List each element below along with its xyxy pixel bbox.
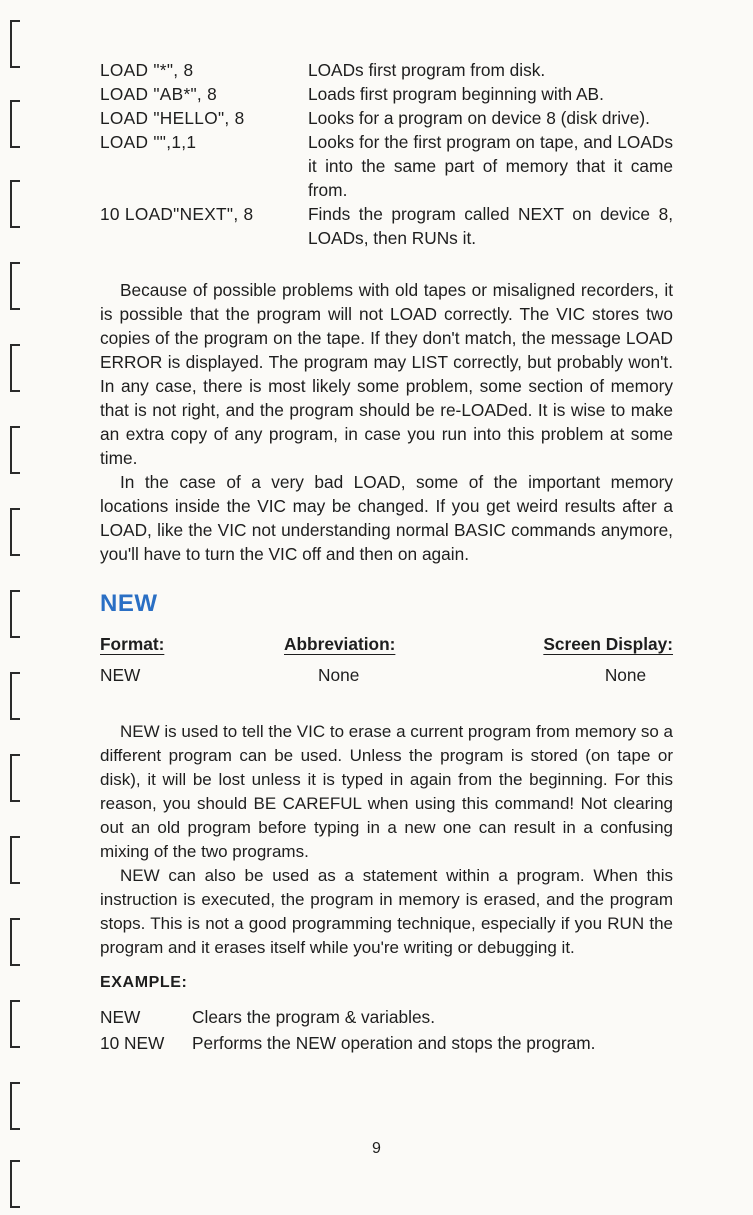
ring-binding: [0, 0, 40, 1215]
section-title-new: NEW: [100, 590, 158, 617]
load-examples-table: [100, 58, 673, 250]
load-example-description: Looks for the first program on tape, and LOADs it into the same part of memory that it came from.: [308, 132, 673, 200]
new-paragraph: NEW is used to tell the VIC to erase a current program from memory so a different program can be used. Unless the program is stored (on tape or disk), it will be lost unless it is typed in again from the beginning. For this reason, you should BE CAREFUL when using this command! Not clearing out an old program before typing in a new one can result in a confusing mixing of the two programs.: [100, 722, 673, 861]
new-example-row: [100, 1030, 673, 1056]
load-example-description: Loads first program beginning with AB.: [308, 84, 604, 104]
abbreviation-value: None: [318, 665, 360, 685]
load-example-description: LOADs first program from disk.: [308, 60, 546, 80]
format-value: NEW: [100, 665, 141, 685]
load-example-command: LOAD "",1,1: [100, 132, 197, 152]
new-example-command: 10 NEW: [100, 1033, 165, 1053]
load-example-row: [100, 106, 673, 130]
new-example-row: [100, 1004, 673, 1030]
page-content: [100, 58, 673, 1056]
new-example-command: NEW: [100, 1007, 141, 1027]
new-examples: [100, 1004, 673, 1056]
load-example-command: LOAD "HELLO", 8: [100, 108, 245, 128]
load-paragraph: In the case of a very bad LOAD, some of the important memory locations inside the VIC may be changed. If you get weird results after a LOAD, like the VIC not understanding normal BASIC commands anymore, you'll have to turn the VIC off and then on again.: [100, 472, 673, 564]
load-example-row: [100, 82, 673, 106]
screen-display-label: Screen Display:: [543, 634, 673, 654]
load-example-row: [100, 58, 673, 82]
format-value-row: [100, 665, 673, 686]
screen-display-value: None: [604, 665, 647, 685]
format-label: Format:: [100, 634, 165, 654]
load-example-row: [100, 130, 673, 202]
new-example-description: Performs the NEW operation and stops the program.: [192, 1033, 596, 1053]
format-header-row: [100, 634, 673, 655]
load-example-command: LOAD "AB*", 8: [100, 84, 218, 104]
abbreviation-label: Abbreviation:: [284, 634, 396, 654]
load-example-description: Looks for a program on device 8 (disk drive).: [308, 108, 650, 128]
load-example-description: Finds the program called NEXT on device 8, LOADs, then RUNs it.: [308, 204, 673, 248]
load-paragraph: Because of possible problems with old tapes or misaligned recorders, it is possible that the program will not LOAD correctly. The VIC stores two copies of the program on the tape. If they don't match, the message LOAD ERROR is displayed. The program may LIST correctly, but probably won't. In any case, there is most likely some problem, some section of memory that is not right, and the program should be re-LOADed. It is wise to make an extra copy of any program, in case you run into this problem at some time.: [100, 280, 673, 468]
example-heading: EXAMPLE:: [100, 974, 188, 991]
page-number: 9: [372, 1140, 381, 1157]
new-paragraph: NEW can also be used as a statement within a program. When this instruction is executed, the program in memory is erased, and the program stops. This is not a good programming technique, especially if you RUN the program and it erases itself while you're writing or debugging it.: [100, 866, 673, 957]
load-example-command: LOAD "*", 8: [100, 60, 194, 80]
new-example-description: Clears the program & variables.: [192, 1007, 436, 1027]
load-example-command: 10 LOAD"NEXT", 8: [100, 204, 254, 224]
load-example-row: [100, 202, 673, 250]
